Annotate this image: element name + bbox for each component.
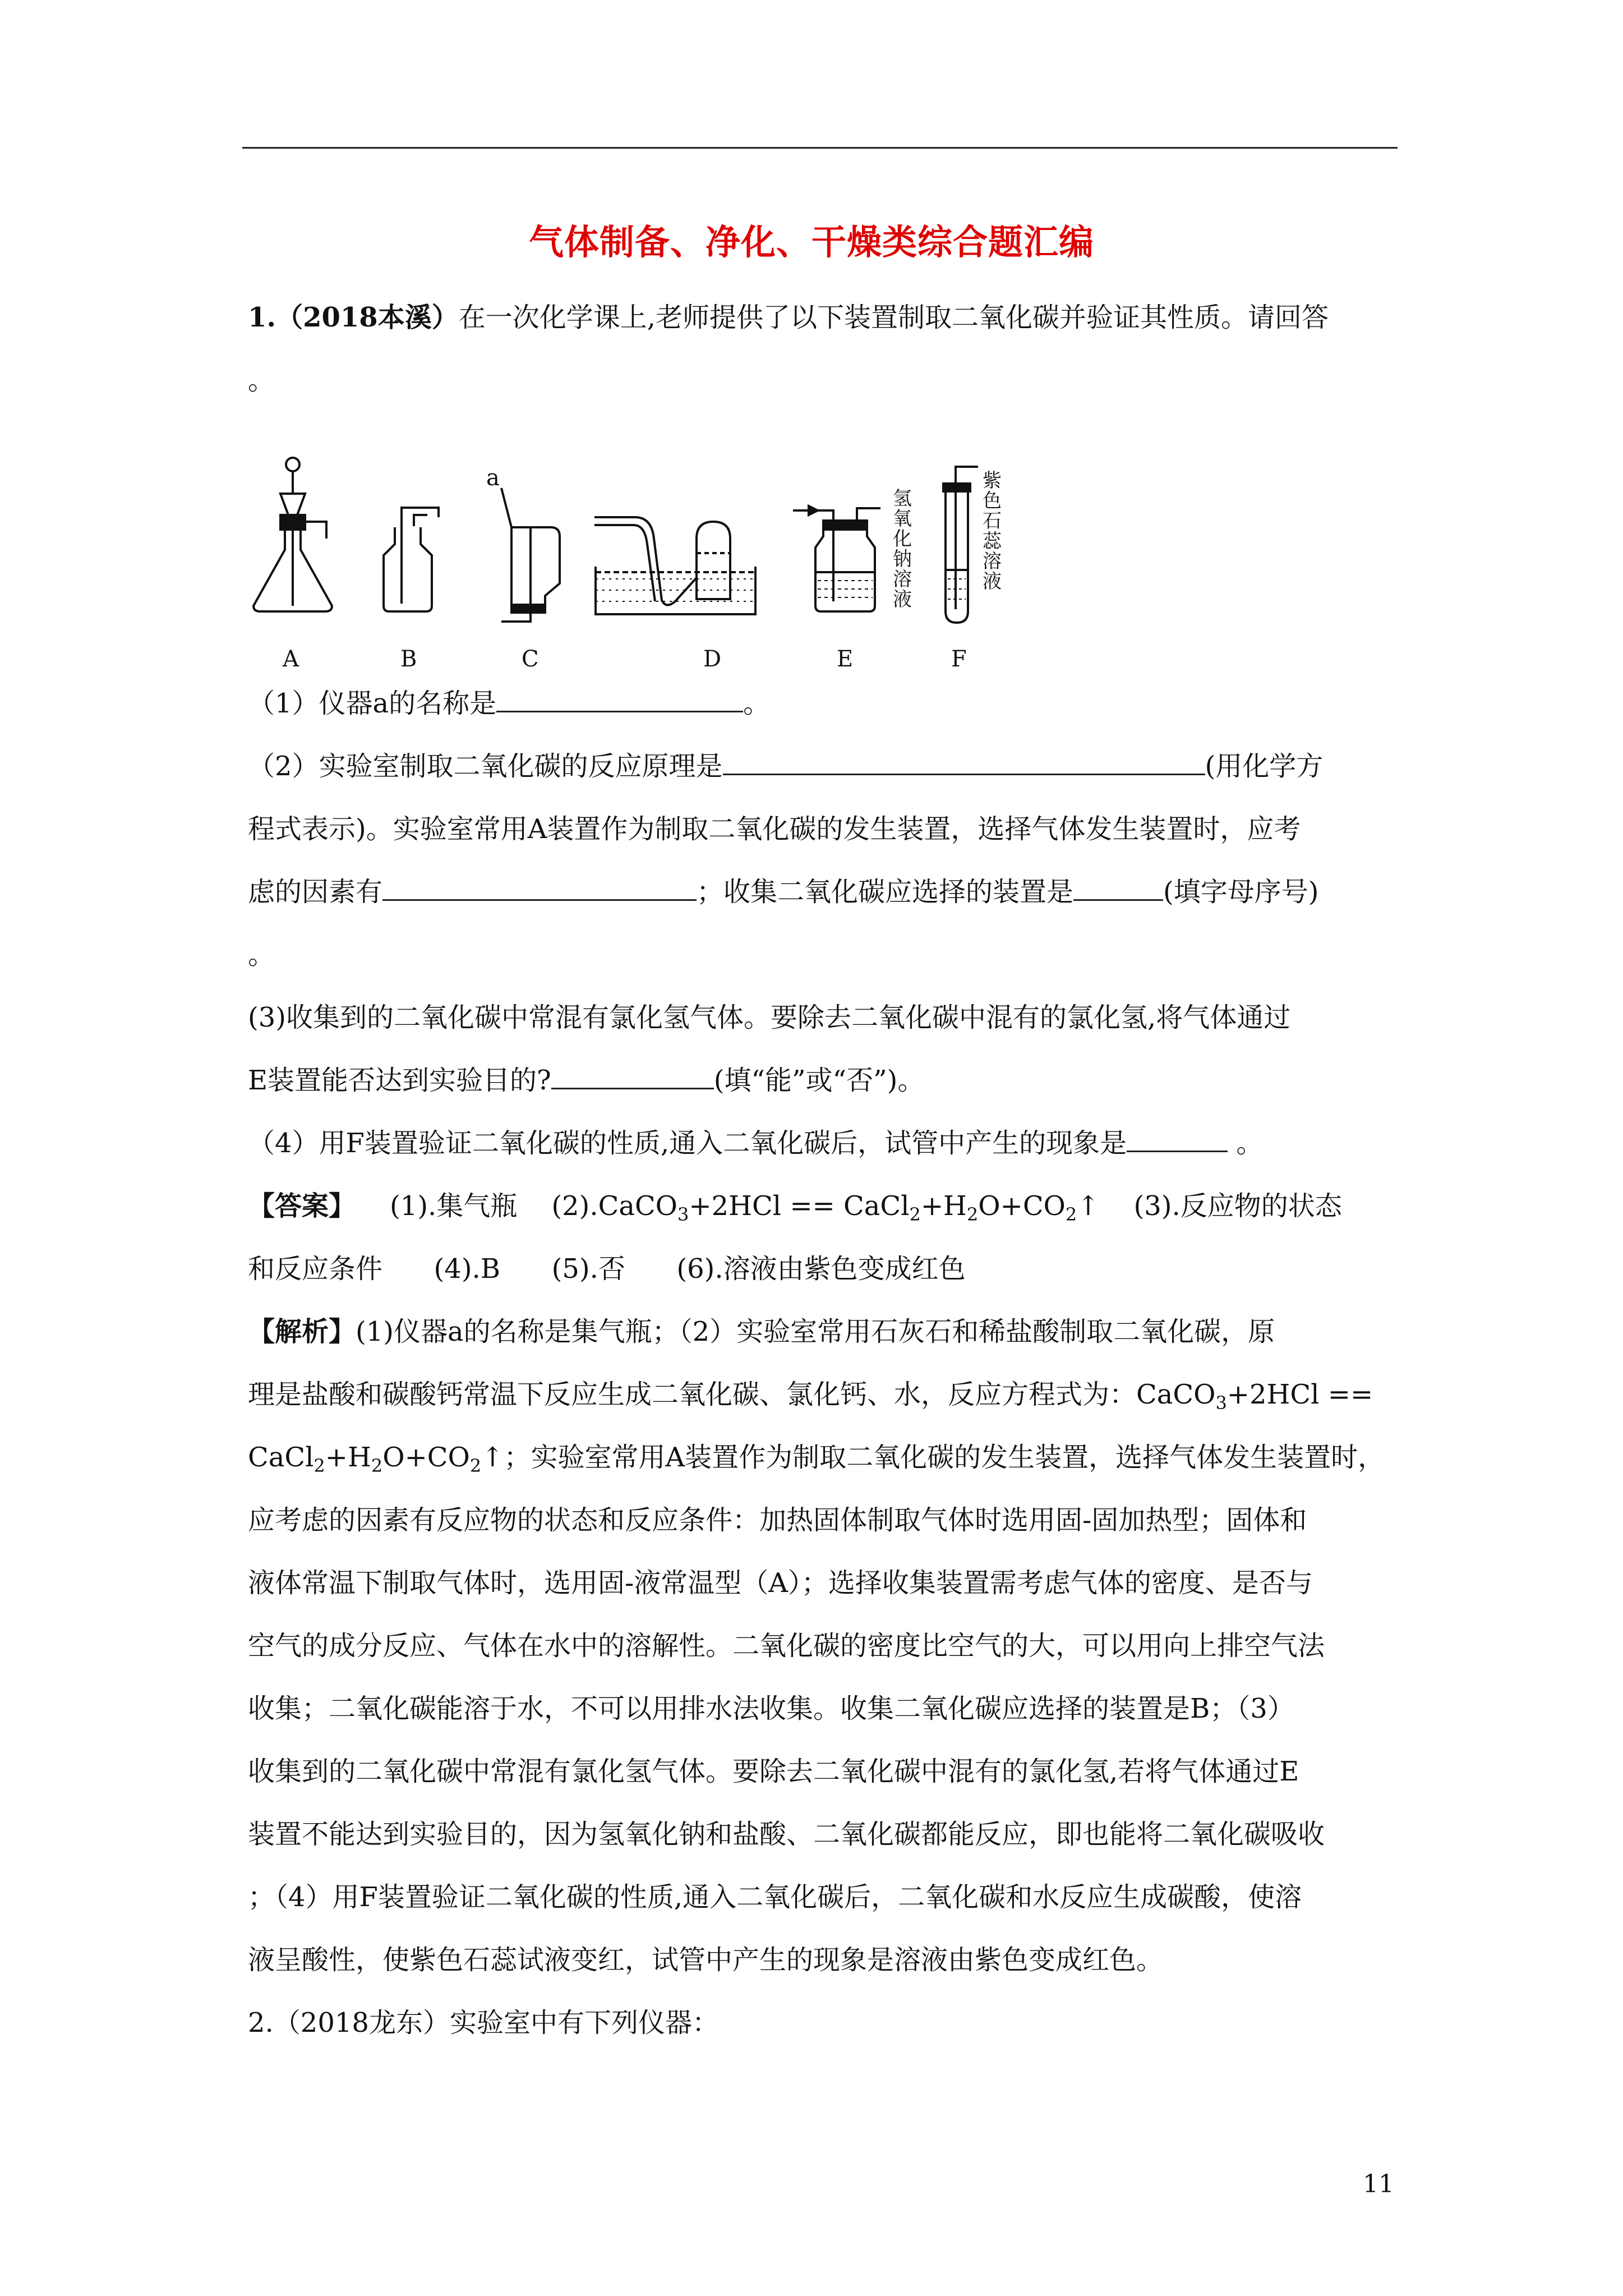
q1-sub1: （1）仪器a的名称是 。 — [248, 672, 1392, 735]
q1-stem-line1: 在一次化学课上,老师提供了以下装置制取二氧化碳并验证其性质。请回答 — [458, 302, 1329, 333]
svg-text:液: 液 — [983, 570, 1002, 593]
analysis-line3: $CaCl_2+H_2O+CO_2↑$；实验室常用A装置作为制取二氧化碳的发生装置，选择气体发生装置时， — [248, 1442, 1385, 1476]
analysis-line10: ；（4）用F装置验证二氧化碳的性质,通入二氧化碳后，二氧化碳和水反应生成碳酸，使溶 — [248, 1881, 1302, 1913]
svg-text:液: 液 — [893, 588, 912, 611]
svg-text:氢: 氢 — [893, 487, 912, 510]
apparatus-d — [594, 517, 755, 614]
label-apparatus-e: E — [837, 646, 854, 672]
answer-line2: 和反应条件 (4).B (5).否 (6).溶液由紫色变成红色 — [248, 1253, 966, 1285]
analysis-line11: 液呈酸性，使紫色石蕊试液变红，试管中产生的现象是溶液由紫色变成红色。 — [248, 1944, 1164, 1976]
label-apparatus-a: A — [283, 646, 299, 672]
label-litmus-solution — [983, 470, 1002, 593]
svg-text:钠: 钠 — [893, 548, 912, 570]
analysis-line9: 装置不能达到实验目的，因为氢氧化钠和盐酸、二氧化碳都能反应，即也能将二氧化碳吸收 — [248, 1819, 1325, 1850]
label-naoh-solution — [893, 487, 912, 611]
analysis-line7: 收集；二氧化碳能溶于水，不可以用排水法收集。收集二氧化碳应选择的装置是B；（3） — [248, 1693, 1294, 1724]
answer-blank-2[interactable] — [723, 749, 1205, 775]
analysis-tag: 【解析】 — [248, 1316, 356, 1347]
svg-text:氧: 氧 — [893, 508, 912, 530]
q2-stem: 2.（2018龙东）实验室中有下列仪器： — [248, 2007, 719, 2039]
q1-sub2-line2: 程式表示)。实验室常用A装置作为制取二氧化碳的发生装置，选择气体发生装置时，应考 — [248, 813, 1301, 845]
answer-equation: CaCO$_3$+2HCl == $CaCl_2+H_2O+CO_2↑$ — [598, 1190, 1100, 1225]
answer-blank-5[interactable] — [551, 1063, 714, 1089]
q1-sub4: （4）用F装置验证二氧化碳的性质,通入二氧化碳后，试管中产生的现象是 。 — [248, 1112, 1392, 1175]
apparatus-b — [384, 508, 439, 611]
label-apparatus-f: F — [951, 646, 967, 672]
page-number: 11 — [1363, 2170, 1394, 2198]
page-title: 气体制备、净化、干燥类综合题汇编 — [528, 222, 1094, 263]
analysis-line4: 应考虑的因素有反应物的状态和反应条件：加热固体制取气体时选用固-固加热型；固体和 — [248, 1504, 1307, 1536]
analysis-line1: 【解析】(1)仪器a的名称是集气瓶；（2）实验室常用石灰石和稀盐酸制取二氧化碳，原 — [248, 1316, 1275, 1347]
q1-stem — [248, 286, 1392, 412]
answer-blank-1[interactable] — [496, 686, 743, 712]
svg-text:蕊: 蕊 — [983, 530, 1002, 553]
svg-text:溶: 溶 — [983, 550, 1002, 573]
analysis-line5: 液体常温下制取气体时，选用固-液常温型（A）；选择收集装置需考虑气体的密度、是否与 — [248, 1567, 1313, 1599]
apparatus-e — [793, 506, 880, 611]
label-apparatus-d: D — [703, 646, 722, 672]
svg-text:溶: 溶 — [893, 568, 912, 591]
svg-text:化: 化 — [893, 528, 912, 550]
label-apparatus-b: B — [400, 646, 417, 672]
answer-blank-3[interactable] — [382, 875, 697, 901]
q1-stem-line2: 。 — [248, 365, 275, 396]
analysis-line6: 空气的成分反应、气体在水中的溶解性。二氧化碳的密度比空气的大，可以用向上排空气法 — [248, 1630, 1325, 1662]
answer-tag: 【答案】 — [248, 1190, 356, 1222]
answer-blank-6[interactable] — [1127, 1126, 1228, 1152]
svg-text:石: 石 — [983, 510, 1002, 532]
q1-body — [248, 672, 1392, 2054]
apparatus-f — [943, 467, 978, 623]
label-apparatus-c: C — [522, 646, 539, 672]
q1-sub3-line2: E装置能否达到实验目的? (填“能”或“否”)。 — [248, 1049, 1392, 1112]
q1-sub2-line1: （2）实验室制取二氧化碳的反应原理是 (用化学方 — [248, 735, 1392, 798]
svg-text:色: 色 — [983, 490, 1002, 512]
apparatus-figure — [248, 454, 1044, 673]
q1-prefix: 1.（2018本溪） — [248, 302, 459, 333]
q1-sub2-line4: 。 — [248, 939, 275, 970]
analysis-line8: 收集到的二氧化碳中常混有氯化氢气体。要除去二氧化碳中混有的氯化氢,若将气体通过E — [248, 1756, 1299, 1787]
svg-text:紫: 紫 — [983, 470, 1002, 492]
answer-line1: 【答案】 (1).集气瓶 (2).CaCO$_3$+2HCl == $CaCl_2+H_2O+CO_2↑$ (3).反应物的状态 — [248, 1190, 1342, 1225]
q1-sub3-line1: (3)收集到的二氧化碳中常混有氯化氢气体。要除去二氧化碳中混有的氯化氢,将气体通过 — [248, 1002, 1291, 1033]
header-rule — [242, 147, 1398, 149]
apparatus-c — [501, 488, 560, 622]
label-a-pointer: a — [486, 465, 500, 491]
q1-sub2-line3: 虑的因素有 ；收集二氧化碳应选择的装置是 (填字母序号) — [248, 861, 1392, 923]
answer-blank-4[interactable] — [1073, 875, 1163, 901]
analysis-line2: 理是盐酸和碳酸钙常温下反应生成二氧化碳、氯化钙、水，反应方程式为：CaCO$_3$+2HCl == — [248, 1379, 1373, 1414]
apparatus-a — [253, 458, 332, 611]
